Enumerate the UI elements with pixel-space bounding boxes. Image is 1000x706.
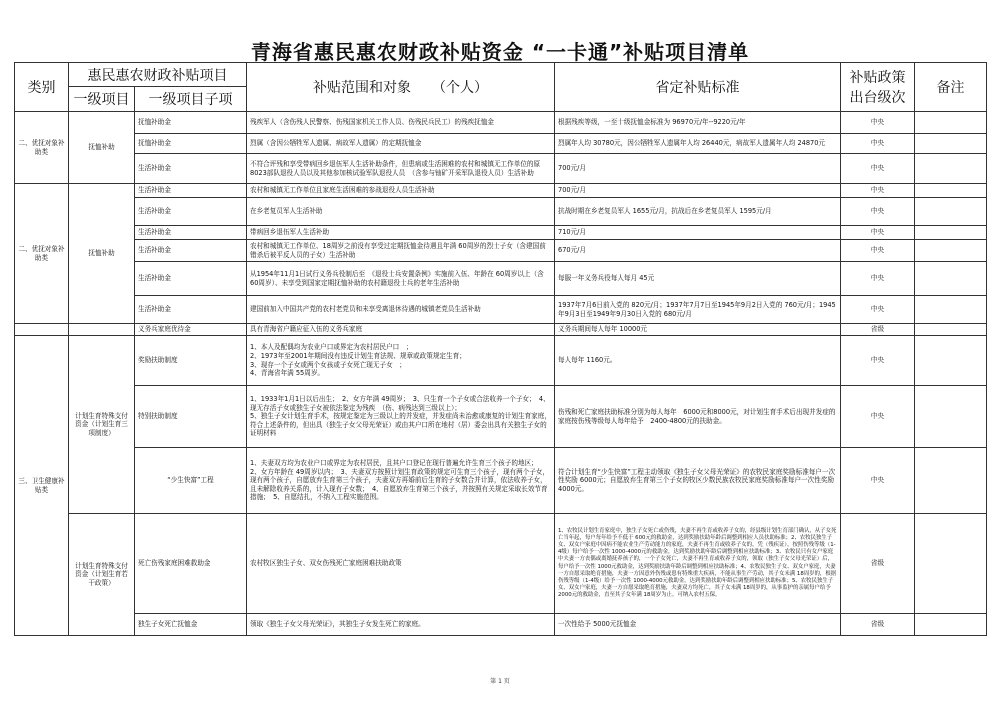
remark-cell (915, 226, 987, 240)
remark-cell (915, 198, 987, 226)
sub-item-cell: 生活补助金 (135, 154, 247, 184)
policy-level-cell: 中央 (841, 226, 915, 240)
policy-level-cell: 中央 (841, 336, 915, 386)
sub-item-cell: 生活补助金 (135, 226, 247, 240)
table-row (15, 614, 987, 636)
document-title: 青海省惠民惠农财政补贴资金 “一卡通”补贴项目清单 (250, 40, 750, 64)
remark-cell (915, 296, 987, 324)
scope-cell: 农村和城镇无工作单位、18周岁之前没有享受过定期抚恤金待遇且年满 60周岁的烈士子女（含建国前错杀后被平反人员的子女）生活补助 (247, 240, 555, 262)
standard-cell: 1937年7月6日前入党的 820元/月；1937年7月7日至1945年9月2日入党的 760元/月；1945年9月3日至1949年9月30日入党的 680元/月 (555, 296, 841, 324)
remark-cell (915, 386, 987, 448)
table-row (15, 134, 987, 154)
scope-cell: 烈属（含因公牺牲军人遗属、病故军人遗属）的定期抚恤金 (247, 134, 555, 154)
table-row (15, 240, 987, 262)
policy-level-cell: 中央 (841, 184, 915, 198)
header-row-1 (15, 63, 987, 87)
sub-item-cell: 独生子女死亡抚恤金 (135, 614, 247, 636)
remark-cell (915, 112, 987, 134)
policy-level-cell: 省级 (841, 614, 915, 636)
standard-cell: 伤残和死亡家庭扶助标准分别为每人每年 6000元和8000元，对计划生育手术后出现并发症的家庭按伤残等级每人每年给予 2400-4800元的扶助金。 (555, 386, 841, 448)
standard-cell: 烈属年人均 30780元，因公牺牲军人遗属年人均 26440元，病故军人遗属年人均 24870元 (555, 134, 841, 154)
sub-item-cell: 生活补助金 (135, 240, 247, 262)
remark-cell (915, 336, 987, 386)
page-footer: 第 1 页 (490, 678, 510, 685)
header-remark: 备注 (915, 63, 987, 112)
remark-cell (915, 324, 987, 336)
table-row (15, 448, 987, 514)
header-level1-sub: 一级项目子项 (135, 87, 247, 112)
sub-item-cell: 义务兵家庭优待金 (135, 324, 247, 336)
standard-cell: 700元/月 (555, 154, 841, 184)
policy-level-cell: 省级 (841, 324, 915, 336)
table-row (15, 184, 987, 198)
category-cell: 二、优抚对象补助类 (15, 184, 69, 324)
table-row (15, 198, 987, 226)
header-category: 类别 (15, 63, 69, 112)
table-row (15, 112, 987, 134)
scope-cell: 农村牧区独生子女、双女伤残死亡家庭困难扶助政策 (247, 514, 555, 614)
level1-cell: 计划生育特殊支付资金（计划生育三项制度） (69, 336, 135, 514)
standard-cell: 每人每年 1160元。 (555, 336, 841, 386)
level1-cell: 抚恤补助 (69, 184, 135, 324)
sub-item-cell: 死亡伤残家庭困难救助金 (135, 514, 247, 614)
category-cell (15, 324, 69, 336)
header-project-group: 惠民惠农财政补贴项目 (69, 63, 247, 87)
scope-cell: 1、1933年1月1日以后出生； 2、女方年满 49周岁； 3、只生育一个子女或合法收养一个子女； 4、现无存活子女或独生子女被依法鉴定为残疾 （伤、病残达到三级以上）； 5、独生子女计划生育手术，按规定鉴定为三级以上的并发症，并发症尚未治愈或康复的计划生育家庭，符合上述条件的，但出具（独生子女父母光荣证）或由其户口所在地村（居）委会出具有关独生子女的证明材料 (247, 386, 555, 448)
table-row (15, 262, 987, 296)
header-level1: 一级项目 (69, 87, 135, 112)
scope-cell: 农村和城镇无工作单位且家庭生活困难的参战退役人员生活补助 (247, 184, 555, 198)
header-scope: 补贴范围和对象 （个人） (247, 63, 555, 112)
remark-cell (915, 614, 987, 636)
scope-cell: 带病回乡退伍军人生活补助 (247, 226, 555, 240)
table-row (15, 336, 987, 386)
standard-cell: 义务兵期间每人每年 10000元 (555, 324, 841, 336)
table-row (15, 386, 987, 448)
policy-level-cell: 中央 (841, 240, 915, 262)
remark-cell (915, 514, 987, 614)
scope-cell: 领取《独生子女父母光荣证》，其独生子女发生死亡的家庭。 (247, 614, 555, 636)
policy-level-cell: 中央 (841, 198, 915, 226)
sub-item-cell: 抚恤补助金 (135, 134, 247, 154)
sub-item-cell: 生活补助金 (135, 184, 247, 198)
remark-cell (915, 134, 987, 154)
scope-cell: 1、本人及配偶均为农业户口或界定为农村居民户口 ； 2、1973年至2001年期间没有违反计划生育法规、规章或政策规定生育； 3、现存一个子女或两个女孩或子女死亡现无子女 ； 4、青海省年满 55周岁。 (247, 336, 555, 386)
sub-item-cell: 特别扶助制度 (135, 386, 247, 448)
standard-cell: 700元/月 (555, 184, 841, 198)
category-cell: 二、优抚对象补助类 (15, 112, 69, 184)
level1-cell (69, 324, 135, 336)
remark-cell (915, 262, 987, 296)
level1-cell: 抚恤补助 (69, 112, 135, 184)
standard-cell: 根据残疾等级，一至十级抚恤金标准为 96970元/年--9220元/年 (555, 112, 841, 134)
standard-cell: 一次性给予 5000元抚恤金 (555, 614, 841, 636)
standard-cell: 抗战时期在乡老复员军人 1655元/月，抗战后在乡老复员军人 1595元/月 (555, 198, 841, 226)
scope-cell: 从1954年11月1日试行义务兵役制后至 《退役士兵安置条例》实施前入伍、年龄在 60周岁以上（含 60周岁）、未享受到国家定期抚恤补助的农村籍退役士兵的老年生活补助 (247, 262, 555, 296)
policy-level-cell: 中央 (841, 386, 915, 448)
table-row (15, 154, 987, 184)
remark-cell (915, 154, 987, 184)
scope-cell: 在乡老复员军人生活补助 (247, 198, 555, 226)
scope-cell: 具有青海省户籍应征入伍的义务兵家庭 (247, 324, 555, 336)
standard-cell: 670元/月 (555, 240, 841, 262)
policy-level-cell: 省级 (841, 514, 915, 614)
sub-item-cell: “少生快富”工程 (135, 448, 247, 514)
table-row (15, 324, 987, 336)
scope-cell: 1、夫妻双方均为农业户口或界定为农村居民，且其户口登记在现行普遍允许生育三个孩子的地区； 2、女方年龄在 49周岁以内； 3、夫妻双方按照计划生育政策的规定可生育三个孩子，现有两个子女，现有两个孩子，自愿放弃生育第三个孩子，夫妻双方再婚前后生育的子女数合并计算，依法收养子女，且未解除收养关系的，计入现有子女数； 4、自愿放弃生育第三个孩子，并按照有关规定采取长效节育措施； 5、自愿结扎，不纳入工程实施范围。 (247, 448, 555, 514)
table-row (15, 226, 987, 240)
policy-level-cell: 中央 (841, 448, 915, 514)
category-cell: 三、卫生健康补贴类 (15, 336, 69, 636)
scope-cell: 不符合评残和享受带病回乡退伍军人生活补助条件，但患病或生活困难的农村和城镇无工作单位的原 8023部队退役人员以及其他参加核试验军队退役人员 （含参与铀矿开采军队退役人员）生活补助 (247, 154, 555, 184)
standard-cell: 每服一年义务兵役每人每月 45元 (555, 262, 841, 296)
remark-cell (915, 184, 987, 198)
policy-level-cell: 中央 (841, 154, 915, 184)
remark-cell (915, 448, 987, 514)
sub-item-cell: 奖励扶助制度 (135, 336, 247, 386)
sub-item-cell: 生活补助金 (135, 296, 247, 324)
remark-cell (915, 240, 987, 262)
table-row (15, 296, 987, 324)
header-policy-level: 补贴政策出台级次 (841, 63, 915, 112)
level1-cell: 计划生育特殊支付资金（计划生育若干政策） (69, 514, 135, 636)
policy-level-cell: 中央 (841, 296, 915, 324)
policy-level-cell: 中央 (841, 262, 915, 296)
standard-cell: 710元/月 (555, 226, 841, 240)
subsidy-table (14, 62, 987, 636)
header-standard: 省定补贴标准 (555, 63, 841, 112)
sub-item-cell: 生活补助金 (135, 198, 247, 226)
scope-cell: 建国前加入中国共产党的农村老党员和未享受离退休待遇的城镇老党员生活补助 (247, 296, 555, 324)
policy-level-cell: 中央 (841, 112, 915, 134)
sub-item-cell: 抚恤补助金 (135, 112, 247, 134)
standard-cell: 1、农牧民计划生育家庭中，独生子女死亡或伤残，夫妻不再生育或收养子女的，经县级计划生育部门确认，从子女死亡当年起，每户每年给予不低于 600元的救助金，达到奖励扶助年龄后调整到相应人员扶助标准；2、农牧民独生子女、双女户家庭中因病不能农业生产劳动能力的家庭，夫妻不再生育或收养子女的，凭（残疾证），按照伤残等级（1-4级）每户给予一次性 1000-4000元的救助金，达到奖励扶助年龄后调整到相应扶助标准；3、农牧民只有女户家庭中夫妻一方丧偶或离婚抚养孩子的，一个子女死亡，夫妻不再生育或收养子女的，领取（独生子女父母光荣证）后，每户给予一次性 1000元救助金，达到奖励扶助年龄后调整到相应扶助标准；4、农牧民独生子女、双女户家庭，夫妻一方自愿采取绝育措施，夫妻一方因意外伤残或患有特殊重大疾病，不能从事生产劳动，其子女未满 18周岁的，根据伤残等级（1-4级）给予一次性 1000-4000元救助金，达到奖励扶助年龄后调整到相应扶助标准；5、农牧民独生子女、双女户家庭，夫妻一方自愿采取绝育措施，夫妻双方均死亡，其子女未满 18周岁的，从事监护的亲属每户给予 2000元的救助金，直至其子女年满 18周岁为止。可纳入农村五保。 (555, 514, 841, 614)
table-row (15, 514, 987, 614)
sub-item-cell: 生活补助金 (135, 262, 247, 296)
policy-level-cell: 中央 (841, 134, 915, 154)
scope-cell: 残疾军人（含伤残人民警察、伤残国家机关工作人员、伤残民兵民工）的残疾抚恤金 (247, 112, 555, 134)
standard-cell: 符合计划生育“少生快富”工程主动领取《独生子女父母光荣证》的农牧民家庭奖励标准每户一次性奖励 6000元；自愿放弃生育第三个子女的牧区少数民族农牧民家庭奖励标准每户一次性奖励 4000元。 (555, 448, 841, 514)
